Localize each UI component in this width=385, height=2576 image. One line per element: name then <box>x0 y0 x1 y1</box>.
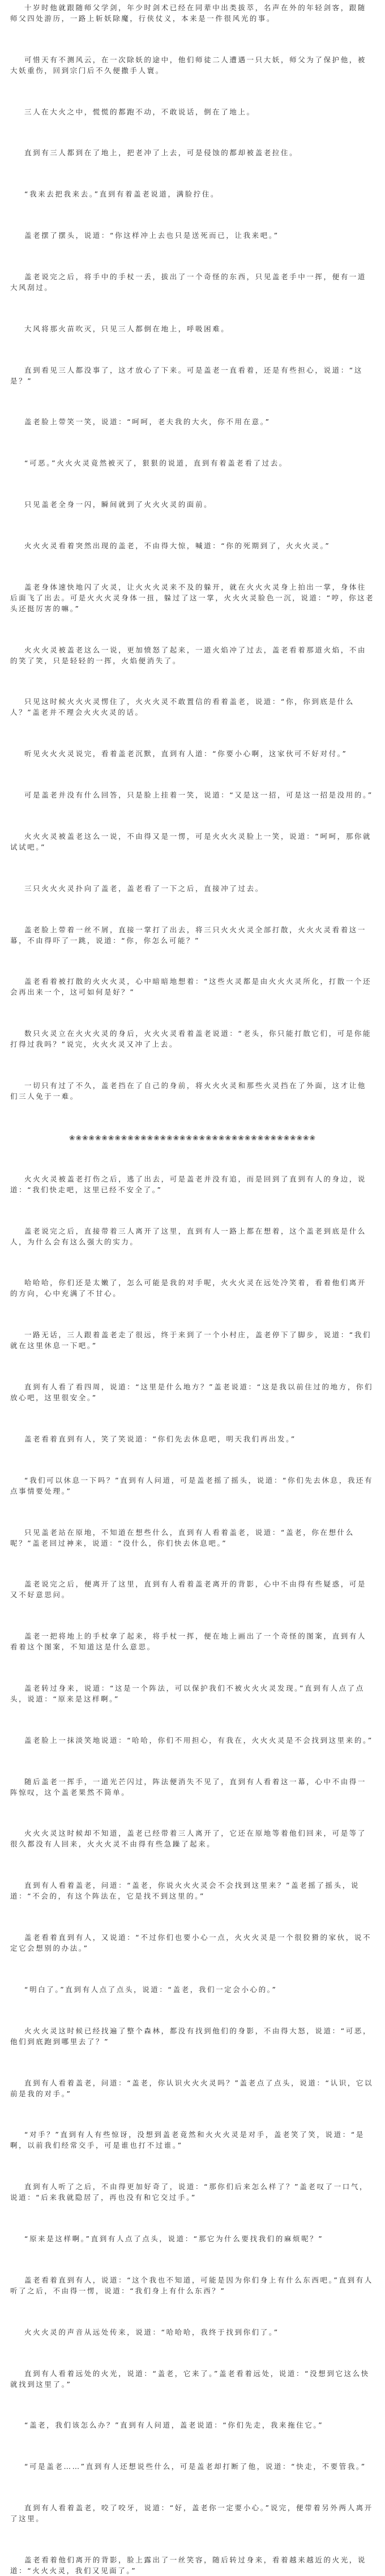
paragraph: 盖老转过身来，说道：“这是一个阵法，可以保护我们不被火火火灵发现。”直到有人点了点头，说道：“原来是这样啊。” <box>10 1683 365 1703</box>
paragraph: 直到有人看着远处的火光，说道：“盖老，它来了。”盖老看着远处，说道：“没想到它这么快就找到这里了。” <box>10 2369 370 2389</box>
paragraph: 数只火灵立在火火火灵的身后，火火火灵看着盖老说道：“老头，你只能打散它们，可是你能打得过我吗？”说完，火火火灵又冲了上去。 <box>10 1029 372 1049</box>
paragraph: 只见这时候火火火灵愣住了，火火火灵不敢置信的看着盖老，说道：“你，你到底是什么人？”盖老并不理会火火火灵的话。 <box>10 697 354 717</box>
paragraph: 盖老说完之后，将手中的手杖一丢，拔出了一个奇怪的东西，只见盖老手中一挥，便有一道大风刮过。 <box>10 272 367 292</box>
paragraph: 哈哈哈，你们还是太嫩了，怎么可能是我的对手呢，火火火灵在远处冷笑着，看着他们离开的方向，心中充满了不甘心。 <box>10 1278 367 1298</box>
paragraph: 火火火灵这时候却不知道，盖老已经带着三人离开了，它还在原地等着他们回来，可是等了很久都没有人回来，火火火灵不由得有些急躁了起来。 <box>10 1829 367 1849</box>
paragraph: 只见盖老全身一闪，瞬间就到了火火火灵的面前。 <box>24 500 213 509</box>
paragraph: 盖老说完之后，便离开了这里，直到有人看着盖老离开的背影，心中不由得有些疑惑，可是又不好意思问。 <box>10 1580 367 1600</box>
paragraph: “我来去把我来去。”直到有着盖老说道，满脸拧住。 <box>24 190 220 199</box>
paragraph: 盖老脸上带笑一笑，说道：“呵呵，老夫我的大火，你不用在意。” <box>24 417 271 427</box>
paragraph: 火火火灵被盖老这么一说，更加愤怒了起来，一道火焰冲了过去，盖老看着那道火焰，不由的笑了笑，只是轻轻的一挥，火焰便消失了。 <box>10 645 367 665</box>
paragraph: 可是盖老并没有什么回答，只是脸上挂着一笑，说道：“又是这一招，可是这一招是没用的。” <box>24 791 373 800</box>
paragraph: “明白了。”直到有人点了点头，说道：“盖老，我们一定会小心的。” <box>24 1985 277 1994</box>
paragraph: 盖老一把将地上的手杖拿了起来，将手杖一挥，便在地上画出了一个奇怪的图案，直到有人看着这个图案，不知道这是什么意思。 <box>10 1632 367 1652</box>
paragraph: 直到有人看着盖老，咬了咬牙，说道：“好，盖老你一定要小心。”说完，便带着另外两人离开了这里。 <box>10 2504 373 2523</box>
paragraph: 直到有人听了之后，不由得更加好奇了，说道：“那你们后来怎么样了？”盖老叹了一口气，说道：“后来我就隐居了，再也没有和它交过手。” <box>10 2182 369 2202</box>
paragraph: 盖老看着直到有人，笑了笑说道：“你们先去休息吧，明天我们再出发。” <box>24 1434 297 1443</box>
paragraph: 盖老看着他们离开的背影，脸上露出了一丝笑容，随后转过身来，看着越来越近的火光，说道：“火火火灵，我们又见面了。” <box>10 2555 367 2575</box>
paragraph: 火火火灵被盖老打伤之后，逃了出去，可是盖老并没有追，而是回到了直到有人的身边，说道：“我们快走吧，这里已经不安全了。” <box>10 1174 367 1194</box>
paragraph: 直到有人看了看四周，说道：“这里是什么地方？”盖老说道：“这是我以前住过的地方，你们放心吧，这里很安全。” <box>10 1383 374 1402</box>
paragraph: 火火火灵的声音从远处传来，说道：“哈哈哈，我终于找到你们了。” <box>24 2327 279 2336</box>
paragraph: “可是盖老……”直到有人还想说些什么，可是盖老却打断了他，说道：“快走，不要管我。” <box>24 2462 366 2471</box>
paragraph: 直到有三人都到在了地上，把老冲了上去，可是侵蚀的都却被盖老拉住。 <box>24 148 298 157</box>
paragraph: 盖老说完之后，直接带着三人离开了这里，直到有人一路上都在想着，这个盖老到底是什么人，为什么会有这么强大的实力。 <box>10 1226 367 1246</box>
paragraph: 一切只有过了不久，盖老挡在了自己的身前，将火火火灵和那些火灵挡在了外面，这才让他们三人免于一难。 <box>10 1081 367 1101</box>
paragraph: 只见盖老站在原地，不知道在想些什么，直到有人看着盖老，说道：“盖老，你在想什么呢？”盖老回过神来，说道：“没什么，你们快去休息吧。” <box>10 1528 354 1547</box>
paragraph: 一路无话，三人跟着盖老走了很远，终于来到了一个小村庄，盖老停下了脚步，说道：“我们就在这里休息一下吧。” <box>10 1330 372 1350</box>
paragraph: “对手？”直到有人有些惊讶，没想到盖老竟然和火火火灵是对手，盖老笑了笑，说道：“是啊，以前我们经常交手，可是谁也打不过谁。” <box>10 2130 365 2150</box>
paragraph: 盖老脸上带着一丝不屑，直接一掌打了出去，将三只火火火灵全部打散，火火火灵看着这一幕，不由得吓了一跳，说道：“你，你怎么可能？” <box>10 925 367 945</box>
paragraph: 听见火火火灵说完，看着盖老沉默，直到有人道：“你要小心啊，这家伙可不好对付。” <box>24 749 348 758</box>
paragraph: 盖老身体速快地闪了火灵，让火火火灵来不及的躲开，就在火火火灵身上拍出一掌，身体往后面飞了出去。可是火火火灵身体一扭，躲过了这一掌，火火火灵脸色一沉，说道：“哼，你这老头还挺厉害的嘛。” <box>10 582 375 613</box>
paragraph: 火火火灵这时候已经找遍了整个森林，都没有找到他们的身影，不由得大怒，说道：“可恶，他们到底跑到哪里去了？” <box>10 2026 372 2046</box>
paragraph: 火火火灵看着突然出现的盖老，不由得大惊，喊道：“你的死期到了，火火火灵。” <box>24 541 331 550</box>
paragraph: 可惜天有不测风云，在一次除妖的途中，他们师徒二人遭遇一只大妖，师父为了保护他，被大妖重伤，回到宗门后不久便撒手人寰。 <box>10 55 367 75</box>
paragraph: 大风将那火苗吹灭，只见三人都倒在地上，呼吸困难。 <box>24 324 230 333</box>
paragraph: 盖老脸上一抹淡笑地说道：“哈哈，你们不用担心，有我在，火火火灵是不会找到这里来的。” <box>24 1735 373 1745</box>
paragraph: 直到有人看着盖老，问道：“盖老，你认识火火火灵吗？”盖老点了点头，说道：“认识，它以前是我的对手。” <box>10 2078 374 2098</box>
paragraph: 盖老看着直到有人，说道：“这个我也不知道，可能是因为你们身上有什么东西吧。”直到有人听了之后，不由得一愣，说道：“我们身上有什么东西？” <box>10 2275 373 2295</box>
paragraph: 随后盖老一挥手，一道光芒闪过，阵法便消失不见了，直到有人看着这一幕，心中不由得一阵惊叹，这个盖老果然不简单。 <box>10 1777 367 1797</box>
paragraph: 三只火火火灵扑向了盖老，盖老看了一下之后，直接冲了过去。 <box>24 884 264 893</box>
paragraph: “原来是这样啊。”直到有人点了点头，说道：“那它为什么要找我们的麻烦呢？” <box>24 2234 324 2244</box>
paragraph: 盖老摆了摆头，说道：“你这样冲上去也只是送死而已，让我来吧。” <box>24 231 279 240</box>
paragraph: 三人在大火之中，慌慌的都跑不动，不敢说话，倒在了地上。 <box>24 107 255 116</box>
section-divider: ❀❀❀❀❀❀❀❀❀❀❀❀❀❀❀❀❀❀❀❀❀❀❀❀❀❀❀❀❀❀❀❀❀❀❀❀❀❀ <box>69 1133 316 1142</box>
paragraph: 直到看见三人都没事了，这才放心了下来。可是盖老一直看着，还是有些担心，说道：“这是？” <box>10 365 363 385</box>
paragraph: 盖老看着被打散的火火火灵，心中暗暗地想着：“这些火灵都是由火火火灵所化，打散一个还会再出来一个，这可如何是好？” <box>10 977 372 997</box>
paragraph: “可恶。”火火火灵竟然被灭了，狠狠的说道，直到有着盖老看了过去。 <box>24 459 288 468</box>
paragraph: “我们可以休息一下吗？”直到有人问道，可是盖老摇了摇头，说道：“你们先去休息，我还有点事情要处理。” <box>10 1475 374 1495</box>
paragraph: 火火火灵被盖老这么一说，不由得又是一愣，可是火火火灵脸上一笑，说道：“呵呵，那你就试试吧。” <box>10 831 372 851</box>
paragraph: 盖老看着直到有人，又说道：“不过你们也要小心一点，火火火灵是一个很狡猾的家伙，说不定它会想别的办法。” <box>10 1933 372 1953</box>
paragraph: 直到有人看着盖老，问道：“盖老，你说火火火灵会不会找到这里来？”盖老摇了摇头，说道：“不会的，有这个阵法在，它是找不到这里的。” <box>10 1881 360 1901</box>
paragraph: 十岁时他就跟随师父学剑，年少时剑术已经在同辈中出类拔萃，名声在外的年轻剑客，跟随师父四处游历，一路上斩妖除魔，行侠仗义，本来是一件很风光的事。 <box>10 3 367 23</box>
paragraph: “盖老，我们该怎么办？”直到有人问道，盖老说道：“你们先走，我来拖住它。” <box>24 2421 324 2430</box>
